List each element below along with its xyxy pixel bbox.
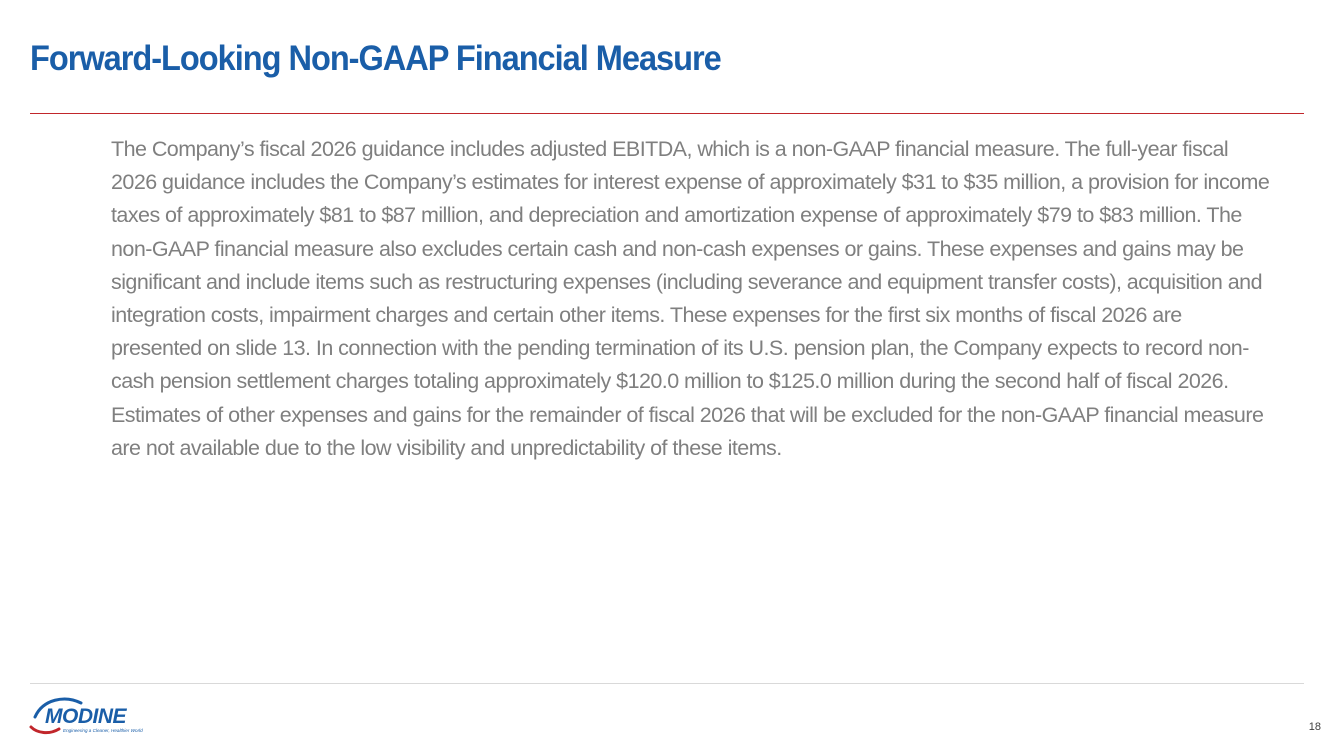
body-paragraph: The Company’s fiscal 2026 guidance includes adjusted EBITDA, which is a non-GAAP financial measure. The full-year fiscal 2026 guidance includes the Company’s estimates for interest expense of approximately $31 to $35 million, a provision for income taxes of approximately $81 to $87 million, and depreciation and amortization expense of approximately $79 to $83 million. The non-GAAP financial measure also excludes certain cash and non-cash expenses or gains. These expenses and gains may be significant and include items such as restructuring expenses (including severance and equipment transfer costs), acquisition and integration costs, impairment charges and certain other items. These expenses for the first six months of fiscal 2026 are presented on slide 13. In connection with the pending termination of its U.S. pension plan, the Company expects to record non-cash pension settlement charges totaling approximately $120.0 million to $125.0 million during the second half of fiscal 2026. Estimates of other expenses and gains for the remainder of fiscal 2026 that will be excluded for the non-GAAP financial measure are not available due to the low visibility and unpredictability of these items. (111, 137, 1270, 460)
logo-tagline: Engineering a Cleaner, Healthier World (63, 728, 143, 733)
modine-logo-icon (29, 693, 159, 737)
modine-logo (29, 693, 159, 737)
page-number: 18 (1308, 721, 1321, 733)
footer-divider (30, 683, 1304, 684)
logo-wordmark: MODINE (45, 705, 126, 728)
slide-title: Forward-Looking Non-GAAP Financial Measure (30, 39, 721, 78)
title-divider (30, 113, 1304, 114)
